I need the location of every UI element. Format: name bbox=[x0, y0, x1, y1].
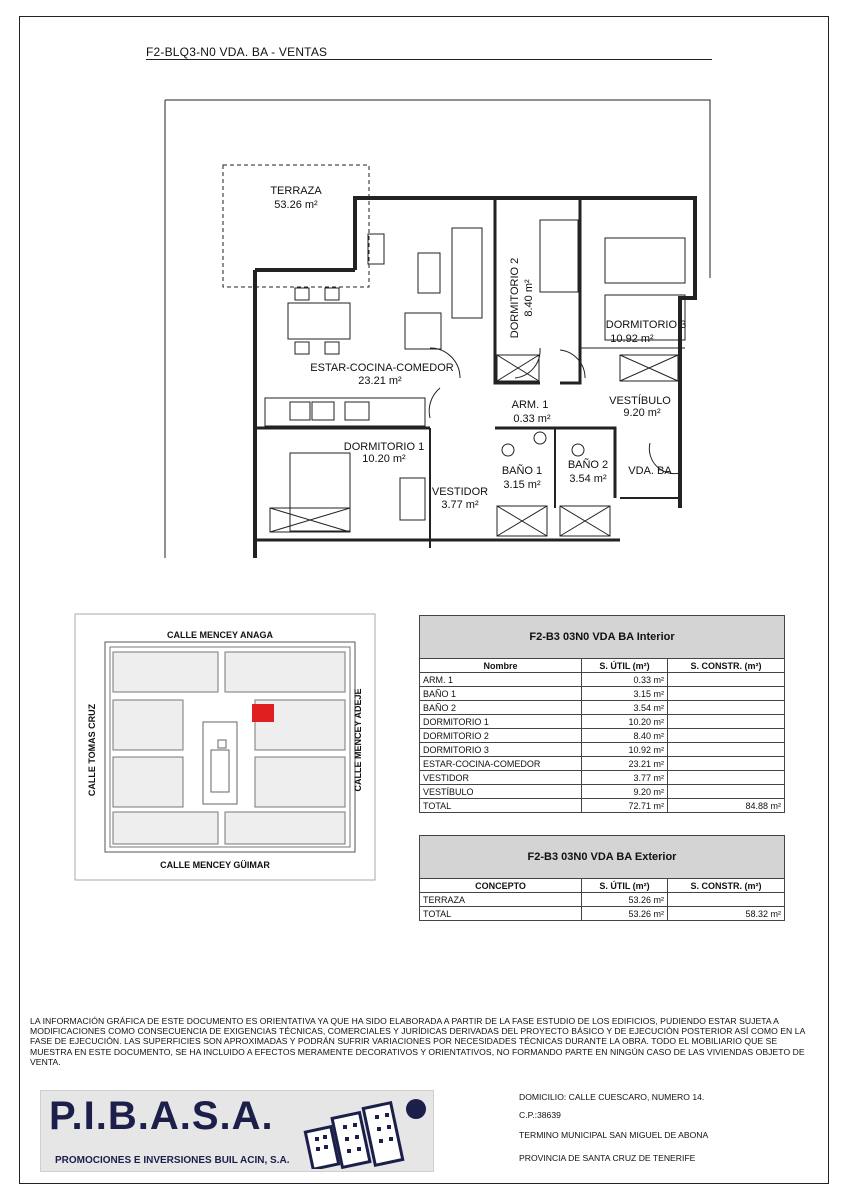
room-name-dormitorio2: DORMITORIO 2 bbox=[509, 257, 521, 339]
cell bbox=[668, 893, 785, 907]
exterior-header-util: S. ÚTIL (m²) bbox=[582, 879, 668, 893]
cell bbox=[668, 785, 785, 799]
cell bbox=[668, 701, 785, 715]
room-area-vestibulo: 9.20 m² bbox=[623, 407, 661, 419]
interior-header-util: S. ÚTIL (m²) bbox=[582, 659, 668, 673]
street-bottom: CALLE MENCEY GÜIMAR bbox=[160, 860, 270, 870]
exterior-table bbox=[419, 835, 785, 921]
cell: DORMITORIO 2 bbox=[420, 729, 582, 743]
room-area-terraza: 53.26 m² bbox=[274, 199, 318, 211]
cell: 72.71 m² bbox=[582, 799, 668, 813]
room-name-arm1: ARM. 1 bbox=[511, 399, 549, 411]
table-row-total bbox=[420, 907, 785, 921]
cell: 53.26 m² bbox=[582, 893, 668, 907]
interior-header-constr: S. CONSTR. (m²) bbox=[668, 659, 785, 673]
cell: ARM. 1 bbox=[420, 673, 582, 687]
cell: 8.40 m² bbox=[582, 729, 668, 743]
cell: 3.15 m² bbox=[582, 687, 668, 701]
cell: VESTÍBULO bbox=[420, 785, 582, 799]
cell bbox=[668, 743, 785, 757]
room-name-dormitorio3: DORMITORIO 3 bbox=[605, 319, 687, 331]
table-row bbox=[420, 729, 785, 743]
company-logo bbox=[40, 1090, 434, 1172]
room-area-dormitorio2: 8.40 m² bbox=[523, 279, 535, 317]
address-provincia: PROVINCIA DE SANTA CRUZ DE TENERIFE bbox=[519, 1153, 696, 1163]
cell: BAÑO 1 bbox=[420, 687, 582, 701]
cell bbox=[668, 771, 785, 785]
interior-title: F2-B3 03N0 VDA BA Interior bbox=[420, 616, 785, 659]
table-row bbox=[420, 687, 785, 701]
logo-subtitle: PROMOCIONES E INVERSIONES BUIL ACIN, S.A. bbox=[55, 1155, 290, 1166]
room-area-dormitorio1: 10.20 m² bbox=[362, 453, 406, 465]
room-name-bano2: BAÑO 2 bbox=[567, 459, 609, 471]
room-area-bano1: 3.15 m² bbox=[503, 479, 541, 491]
room-name-vestibulo: VESTÍBULO bbox=[609, 395, 671, 407]
cell: BAÑO 2 bbox=[420, 701, 582, 715]
floor-plan bbox=[140, 88, 720, 558]
room-area-arm1: 0.33 m² bbox=[513, 413, 551, 425]
cell: ESTAR-COCINA-COMEDOR bbox=[420, 757, 582, 771]
room-name-bano1: BAÑO 1 bbox=[501, 465, 543, 477]
table-row bbox=[420, 771, 785, 785]
address-municipio: TERMINO MUNICIPAL SAN MIGUEL DE ABONA bbox=[519, 1130, 709, 1140]
cell: TOTAL bbox=[420, 907, 582, 921]
street-top: CALLE MENCEY ANAGA bbox=[166, 630, 274, 640]
interior-header-name: Nombre bbox=[420, 659, 582, 673]
cell: TOTAL bbox=[420, 799, 582, 813]
cell bbox=[668, 687, 785, 701]
cell: 23.21 m² bbox=[582, 757, 668, 771]
cell: 9.20 m² bbox=[582, 785, 668, 799]
cell: DORMITORIO 3 bbox=[420, 743, 582, 757]
exterior-title: F2-B3 03N0 VDA BA Exterior bbox=[420, 836, 785, 879]
exterior-header-constr: S. CONSTR. (m²) bbox=[668, 879, 785, 893]
site-plan bbox=[65, 612, 385, 884]
table-row bbox=[420, 893, 785, 907]
table-row bbox=[420, 673, 785, 687]
cell: 58.32 m² bbox=[668, 907, 785, 921]
cell bbox=[668, 715, 785, 729]
buildings-icon bbox=[303, 1095, 428, 1169]
cell: 3.77 m² bbox=[582, 771, 668, 785]
cell bbox=[668, 729, 785, 743]
cell: VESTIDOR bbox=[420, 771, 582, 785]
room-name-vestidor: VESTIDOR bbox=[431, 486, 489, 498]
cell bbox=[668, 757, 785, 771]
table-row bbox=[420, 743, 785, 757]
room-area-bano2: 3.54 m² bbox=[569, 473, 607, 485]
address-cp: C.P.:38639 bbox=[519, 1110, 561, 1120]
cell: 84.88 m² bbox=[668, 799, 785, 813]
cell: 10.20 m² bbox=[582, 715, 668, 729]
street-right: CALLE MENCEY ADEJE bbox=[353, 688, 363, 792]
cell: 10.92 m² bbox=[582, 743, 668, 757]
room-name-vdaba: VDA. BA bbox=[628, 465, 672, 477]
cell: DORMITORIO 1 bbox=[420, 715, 582, 729]
cell bbox=[668, 673, 785, 687]
interior-table bbox=[419, 615, 785, 813]
street-left: CALLE TOMAS CRUZ bbox=[87, 703, 97, 797]
room-area-dormitorio3: 10.92 m² bbox=[610, 333, 654, 345]
room-name-estar: ESTAR-COCINA-COMEDOR bbox=[310, 362, 454, 374]
exterior-header-concepto: CONCEPTO bbox=[420, 879, 582, 893]
cell: 53.26 m² bbox=[582, 907, 668, 921]
cell: 3.54 m² bbox=[582, 701, 668, 715]
table-row bbox=[420, 701, 785, 715]
title-rule bbox=[146, 59, 712, 60]
disclaimer-text: LA INFORMACIÓN GRÁFICA DE ESTE DOCUMENTO ES ORIENTATIVA YA QUE HA SIDO ELABORADA A PARTIR DE LA FASE ESTUDIO DE LOS EDIFICIOS, PUDIENDO ESTAR SUJETA A MODIFICACIONES COMO CONSECUENCIA DE EXIGENCIAS TÉCNICAS, COMERCIALES Y JURÍDICAS DERIVADAS DEL PROYECTO BÁSICO Y DE EJECUCIÓN POSTERIOR ASÍ COMO EN LA FASE DE EJECUCIÓN. LAS SUPERFICIES SON APROXIMADAS Y PODRÁN SUFRIR VARIACIONES POR NECESIDADES TÉCNICAS DURANTE LA OBRA. TODO EL MOBILIARIO QUE SE MUESTRA EN ESTE DOCUMENTO, SE HA INCLUIDO A EFECTOS MERAMENTE DECORATIVOS Y ORIENTATIVOS, NO FORMANDO PARTE EN NINGÚN CASO DE LAS VIVIENDAS OBJETO DE VENTA. bbox=[30, 1016, 805, 1067]
room-name-dormitorio1: DORMITORIO 1 bbox=[343, 441, 425, 453]
sheet-title: F2-BLQ3-N0 VDA. BA - VENTAS bbox=[146, 45, 328, 59]
logo-name: P.I.B.A.S.A. bbox=[49, 1094, 274, 1138]
table-row bbox=[420, 715, 785, 729]
address-domicilio: DOMICILIO: CALLE CUESCARO, NUMERO 14. bbox=[519, 1092, 705, 1102]
cell: 0.33 m² bbox=[582, 673, 668, 687]
table-row bbox=[420, 757, 785, 771]
room-area-vestidor: 3.77 m² bbox=[441, 499, 479, 511]
cell: TERRAZA bbox=[420, 893, 582, 907]
site-highlight bbox=[252, 704, 274, 722]
room-name-terraza: TERRAZA bbox=[270, 185, 322, 197]
room-area-estar: 23.21 m² bbox=[358, 375, 402, 387]
table-row-total bbox=[420, 799, 785, 813]
table-row bbox=[420, 785, 785, 799]
